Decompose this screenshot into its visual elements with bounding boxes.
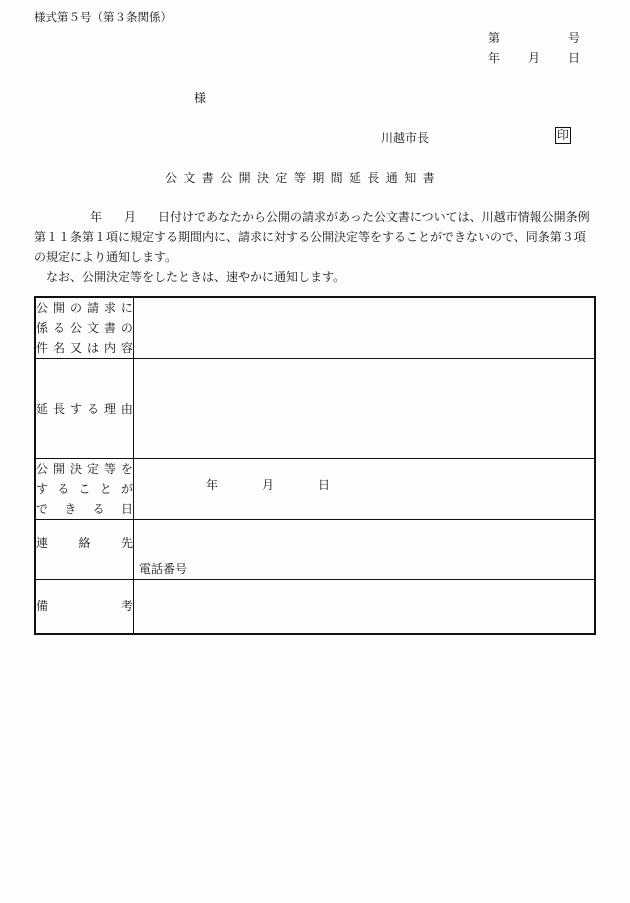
decision-year: 年 — [206, 477, 219, 492]
decision-day: 日 — [318, 477, 331, 492]
value-document-subject — [134, 297, 596, 359]
seal-mark: 印 — [557, 128, 570, 142]
notice-body — [34, 207, 596, 287]
value-remarks — [134, 580, 596, 634]
label-line: 備 考 — [36, 599, 133, 614]
document-title: 公文書公開決定等期間延長通知書 — [165, 171, 442, 185]
issue-year: 年 — [488, 51, 501, 65]
row-contact — [35, 520, 595, 580]
issuer-title: 川越市長 — [381, 131, 430, 145]
notice-paragraph-1 — [34, 207, 596, 267]
row-document-subject — [35, 297, 595, 359]
row-decision-date — [35, 459, 595, 520]
label-line: 公 開 の 請 求 に — [36, 301, 133, 315]
label-line: 連 絡 先 — [36, 535, 133, 550]
phone-number-label: 電話番号 — [139, 562, 188, 576]
issue-day: 日 — [567, 51, 580, 65]
body-paragraph-2-text: なお、公開決定等をしたときは、速やかに通知します。 — [46, 270, 346, 284]
notice-form-table — [34, 296, 596, 635]
decision-month: 月 — [262, 477, 275, 492]
row-extension-reason — [35, 359, 595, 459]
label-contact — [35, 520, 134, 580]
label-line: 公 開 決 定 等 を — [36, 462, 133, 476]
label-line: 延 長 す る 理 由 — [36, 401, 133, 416]
value-contact — [134, 520, 596, 580]
value-decision-date — [134, 459, 596, 520]
form-number: 様式第５号（第３条関係） — [34, 10, 172, 24]
label-document-subject — [35, 297, 134, 359]
document-number-line — [488, 29, 580, 46]
label-extension-reason — [35, 359, 134, 459]
label-decision-date — [35, 459, 134, 520]
label-line: で き る 日 — [36, 502, 133, 516]
label-remarks — [35, 580, 134, 634]
number-prefix: 第 — [488, 31, 501, 45]
label-line: 係 る 公 文 書 の — [36, 321, 133, 335]
body-year: 年 — [90, 210, 103, 224]
label-line: す る こ と が — [36, 482, 133, 496]
issue-date-line — [488, 49, 580, 66]
notice-paragraph-2 — [34, 267, 596, 287]
row-remarks — [35, 580, 595, 634]
body-paragraph-1-text: 日付けであなたから公開の請求があった公文書については、川越市情報公開条例第１１条第１項に規定する期間内に、請求に対する公開決定等をすることができないので、同条第３項の規定により通知します。 — [34, 210, 590, 264]
label-line: 件 名 又 は 内 容 — [36, 341, 133, 355]
value-extension-reason — [134, 359, 596, 459]
issue-month: 月 — [527, 51, 540, 65]
decision-date-fields — [134, 476, 594, 493]
number-suffix: 号 — [567, 31, 580, 45]
addressee-suffix: 様 — [194, 91, 207, 105]
body-month: 月 — [124, 210, 137, 224]
